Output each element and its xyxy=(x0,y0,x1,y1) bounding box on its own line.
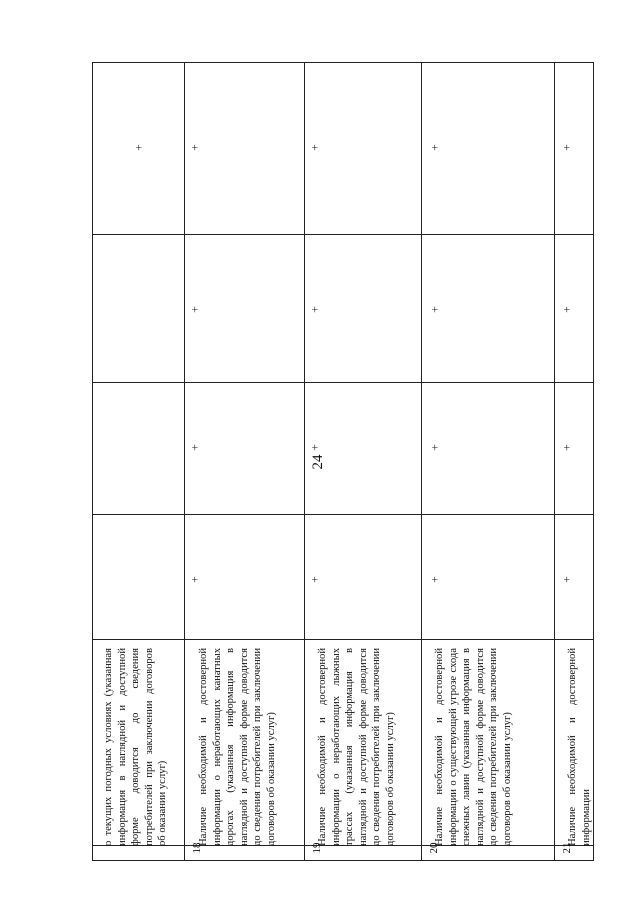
row-number: 20 xyxy=(428,842,440,854)
cell-description: Наличие необходимой и достоверной информации xyxy=(567,648,592,846)
check-mark: + xyxy=(559,444,574,451)
check-mark: + xyxy=(427,144,442,151)
grid-line xyxy=(92,514,593,515)
row-number: 18 xyxy=(191,842,203,854)
grid-line xyxy=(92,860,593,861)
check-mark: + xyxy=(427,444,442,451)
check-mark: + xyxy=(187,306,202,313)
grid-line xyxy=(593,62,594,861)
check-mark: + xyxy=(187,576,202,583)
check-mark: + xyxy=(559,144,574,151)
check-mark: + xyxy=(307,444,322,451)
grid-line xyxy=(304,62,305,861)
grid-line xyxy=(554,62,555,861)
check-mark: + xyxy=(427,576,442,583)
page-number: 24 xyxy=(310,454,326,470)
cell-description: Наличие необходимой и достоверной информации о неработающих лыжных трассах (указанная информация в наглядной и доступной форме доводится до сведения потребителей при заключении договоров об оказании услуг) xyxy=(317,648,396,846)
rotated-table xyxy=(92,62,594,861)
row-number: 19 xyxy=(311,842,323,854)
check-mark: + xyxy=(307,144,322,151)
check-mark: + xyxy=(307,306,322,313)
cell-description: о текущих погодных условиях (указанная информация в наглядной и доступной форме доводится до сведения потребителей при заключении договоров об оказании услуг) xyxy=(103,648,169,846)
check-mark: + xyxy=(427,306,442,313)
grid-line xyxy=(92,62,593,63)
check-mark: + xyxy=(187,144,202,151)
grid-line xyxy=(421,62,422,861)
grid-line xyxy=(184,62,185,861)
cell-description: Наличие необходимой и достоверной информации о существующей угрозе схода снежных лавин (указанная информация в наглядной и доступной форме доводится до сведения потребителей при заключении договоров об оказании услуг) xyxy=(434,648,513,846)
row-number: 21 xyxy=(561,842,573,854)
grid-line xyxy=(92,639,593,640)
check-mark: + xyxy=(187,444,202,451)
grid-line xyxy=(92,234,593,235)
check-mark: + xyxy=(307,576,322,583)
check-mark: + xyxy=(559,306,574,313)
check-mark: + xyxy=(559,576,574,583)
grid-line xyxy=(92,382,593,383)
grid-line xyxy=(92,62,93,861)
check-mark: + xyxy=(131,144,146,151)
cell-description: Наличие необходимой и достоверной информации о неработающих канатных дорогах (указанная информация в наглядной и доступной форме доводится до сведения потребителей при заключении договоров об оказании услуг) xyxy=(198,648,277,846)
